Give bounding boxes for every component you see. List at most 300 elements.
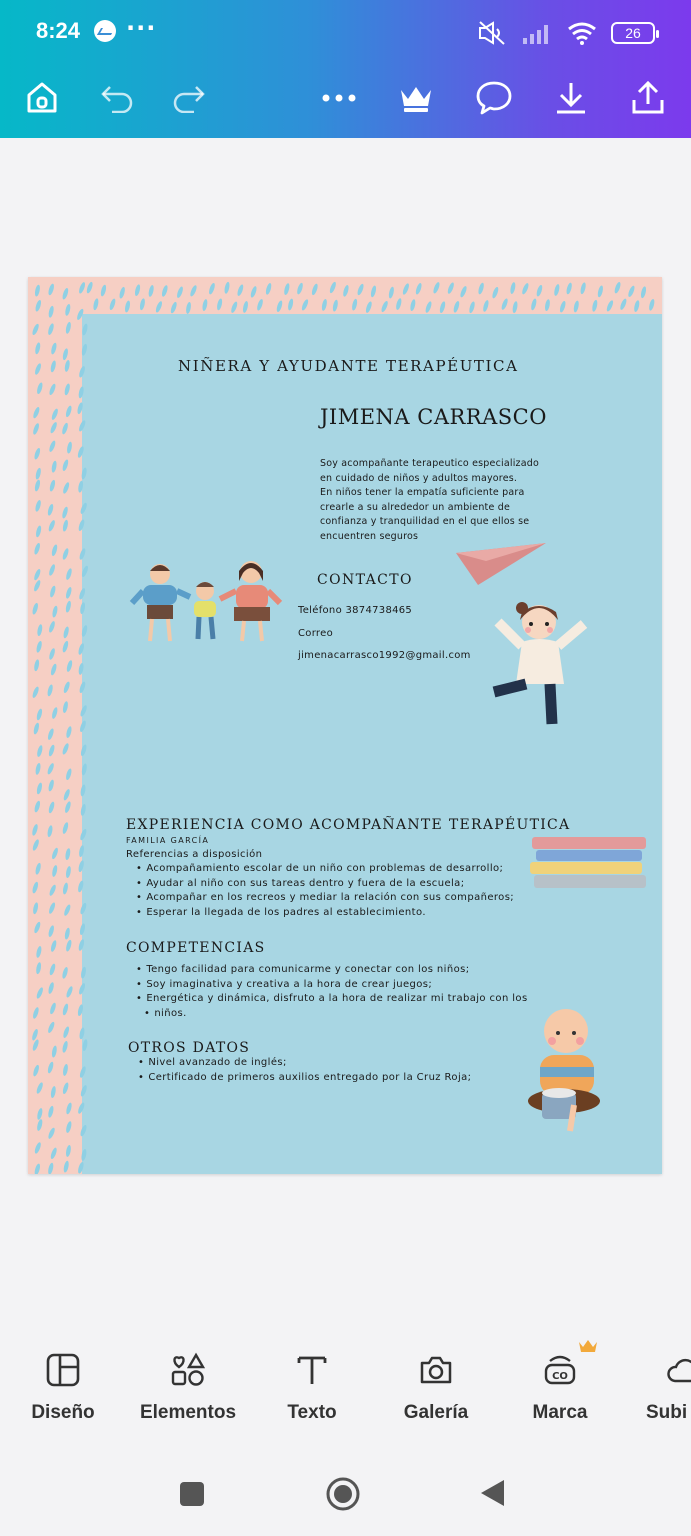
pattern-dash — [459, 285, 468, 298]
tab-label: Texto — [287, 1402, 337, 1423]
pattern-dash — [148, 285, 155, 298]
pattern-dash — [48, 884, 57, 897]
circle-icon — [325, 1476, 361, 1512]
pattern-dash — [32, 1039, 40, 1052]
pattern-dash — [35, 525, 42, 538]
pattern-dash — [47, 503, 55, 516]
pattern-dash — [48, 779, 55, 792]
pattern-dash — [189, 284, 198, 297]
pattern-dash — [176, 286, 184, 299]
triangle-back-icon — [478, 1478, 506, 1508]
pattern-dash — [31, 1028, 39, 1041]
pattern-dash — [482, 300, 489, 313]
pattern-dash — [36, 708, 43, 721]
home-icon[interactable] — [20, 76, 64, 120]
pattern-dash — [32, 839, 41, 852]
pattern-dash — [185, 302, 191, 315]
more-notifications-icon: ··· — [126, 14, 157, 42]
pattern-dash — [78, 365, 86, 378]
recents-button[interactable] — [178, 1480, 206, 1512]
pattern-dash — [633, 300, 640, 313]
pattern-dash — [51, 707, 58, 720]
pattern-dash — [80, 744, 88, 757]
pattern-dash — [65, 939, 72, 952]
messenger-icon — [94, 20, 116, 42]
pattern-dash — [48, 902, 56, 915]
pattern-dash — [36, 1119, 43, 1132]
bio-line: crearle a su alrededor un ambiente de — [320, 501, 511, 513]
pattern-dash — [573, 300, 580, 313]
pattern-dash — [453, 300, 461, 313]
pattern-dash — [250, 286, 258, 299]
resume-name[interactable]: JIMENA CARRASCO — [320, 405, 547, 429]
bottom-tab-bar — [0, 1330, 691, 1450]
pattern-dash — [61, 966, 69, 979]
pattern-dash — [34, 299, 42, 312]
pattern-dash — [35, 962, 41, 975]
pattern-dash — [65, 768, 73, 781]
pattern-dash — [65, 866, 71, 879]
home-button[interactable] — [325, 1476, 361, 1516]
pattern-dash — [648, 298, 655, 311]
pattern-dash — [80, 1084, 88, 1097]
pattern-dash — [439, 301, 447, 314]
pattern-dash — [48, 305, 55, 318]
pattern-dash — [530, 298, 537, 311]
pattern-dash — [536, 284, 544, 297]
pattern-dash — [81, 343, 88, 356]
pattern-dash — [79, 720, 87, 733]
pattern-dash — [79, 705, 88, 718]
system-nav-bar — [0, 1450, 691, 1536]
pattern-dash — [32, 902, 39, 915]
pattern-dash — [63, 1160, 70, 1173]
pattern-dash — [65, 1145, 72, 1158]
pattern-dash — [500, 298, 509, 311]
pattern-dash — [118, 286, 125, 299]
upload-cloud-icon — [664, 1350, 691, 1390]
tab-label: Subi — [646, 1402, 688, 1423]
contact-heading[interactable]: CONTACTO — [317, 572, 413, 588]
bio-line: Soy acompañante terapeutico especializado — [320, 458, 539, 469]
pattern-dash — [78, 663, 85, 676]
pattern-dash — [62, 1064, 68, 1077]
pattern-dash — [100, 284, 107, 297]
list-item: • Nivel avanzado de inglés; — [138, 1056, 471, 1071]
pattern-dash — [32, 406, 41, 419]
pattern-dash — [329, 281, 338, 294]
pattern-dash — [78, 386, 85, 399]
pattern-dash — [65, 321, 72, 334]
pattern-dash — [35, 467, 42, 480]
pattern-dash — [50, 1086, 56, 1099]
pattern-dash — [47, 982, 54, 995]
pattern-dash — [49, 963, 57, 976]
pattern-dash — [79, 1124, 87, 1137]
pattern-dash — [447, 282, 456, 295]
bio-line: en cuidado de niños y adultos mayores. — [320, 472, 518, 484]
pattern-dash — [62, 482, 70, 495]
girl-illustration[interactable] — [484, 602, 594, 732]
pattern-dash — [81, 565, 90, 578]
pattern-dash — [36, 782, 43, 795]
pattern-dash — [276, 300, 284, 313]
pattern-dash — [78, 681, 86, 694]
pattern-dash — [34, 342, 41, 355]
pattern-dash — [79, 502, 88, 515]
pattern-dash — [32, 1007, 40, 1020]
camera-icon — [416, 1350, 456, 1390]
tab-subir[interactable] — [646, 1350, 691, 1424]
baby-illustration[interactable] — [526, 1007, 608, 1137]
pattern-dash — [51, 847, 59, 860]
editor-toolbar — [0, 66, 691, 138]
kids-illustration[interactable] — [128, 559, 286, 651]
experience-heading[interactable]: EXPERIENCIA COMO ACOMPAÑANTE TERAPÉUTICA — [126, 817, 571, 833]
pattern-dash — [64, 801, 72, 814]
pattern-dash — [265, 282, 273, 295]
pattern-dash — [66, 441, 72, 454]
contact-email-label[interactable]: Correo — [298, 628, 333, 639]
books-illustration[interactable] — [528, 833, 650, 893]
pattern-dash — [62, 548, 70, 561]
pattern-dash — [78, 420, 87, 433]
pattern-dash — [48, 440, 56, 453]
pattern-dash — [619, 298, 628, 311]
status-time: 8:24 — [36, 18, 81, 43]
pattern-dash — [77, 1004, 84, 1017]
pattern-dash — [31, 823, 39, 836]
top-app-bar — [0, 0, 691, 138]
more-icon[interactable] — [317, 76, 361, 120]
pattern-dash — [50, 342, 57, 355]
pattern-dash — [49, 585, 56, 598]
pattern-dash — [35, 946, 42, 959]
pattern-dash — [139, 298, 146, 311]
pattern-dash — [51, 460, 58, 473]
pattern-dash — [311, 283, 319, 296]
pattern-dash — [521, 282, 530, 295]
pattern-dash — [287, 298, 294, 311]
otros-list[interactable] — [138, 1056, 471, 1085]
elements-icon — [168, 1350, 208, 1390]
pattern-dash — [80, 784, 87, 797]
pattern-dash — [34, 499, 41, 512]
pattern-dash — [47, 1127, 56, 1140]
list-item: • niños. — [144, 1007, 528, 1022]
pattern-dash — [155, 300, 164, 313]
pattern-dash — [36, 745, 43, 758]
pattern-dash — [37, 624, 44, 637]
pattern-dash — [36, 382, 44, 395]
pattern-dash — [82, 1039, 88, 1052]
pattern-dash — [33, 447, 41, 460]
pattern-dash — [321, 299, 328, 312]
pattern-dash — [35, 987, 44, 1000]
pattern-dash — [63, 904, 72, 917]
pattern-dash — [415, 282, 423, 295]
comment-icon[interactable] — [472, 76, 516, 120]
pattern-dash — [78, 587, 86, 600]
bio-line: encuentren seguros — [320, 530, 419, 542]
pattern-dash — [33, 800, 41, 813]
tab-label: Diseño — [31, 1402, 95, 1423]
contact-email[interactable]: jimenacarrasco1992@gmail.com — [298, 650, 471, 661]
pattern-dash — [61, 506, 69, 519]
pattern-dash — [34, 363, 42, 376]
resume-job-title[interactable]: NIÑERA Y AYUDANTE TERAPÉUTICA — [178, 357, 519, 375]
crown-icon — [578, 1338, 598, 1354]
pattern-dash — [380, 300, 389, 313]
pattern-dash — [78, 939, 86, 952]
pattern-dash — [477, 282, 485, 295]
pattern-dash — [62, 640, 70, 653]
pattern-dash — [468, 301, 476, 314]
pattern-dash — [80, 966, 87, 979]
pattern-dash — [81, 625, 88, 638]
pattern-dash — [509, 282, 516, 295]
pattern-dash — [35, 862, 42, 875]
design-canvas[interactable] — [28, 277, 662, 1174]
pattern-dash — [230, 301, 238, 314]
pattern-dash — [48, 925, 56, 938]
pattern-dash — [47, 283, 55, 296]
pattern-dash — [78, 548, 86, 561]
pattern-dash — [62, 1003, 69, 1016]
pattern-dash — [161, 285, 169, 298]
pattern-dash — [66, 660, 73, 673]
pattern-dash — [65, 568, 73, 581]
pattern-dash — [79, 1066, 87, 1079]
pattern-dash — [33, 579, 42, 592]
pattern-dash — [33, 542, 41, 555]
tab-texto[interactable] — [280, 1350, 344, 1424]
pattern-dash — [47, 728, 55, 741]
pattern-dash — [365, 301, 373, 314]
pattern-dash — [31, 323, 40, 336]
list-item: • Ayudar al niño con sus tareas dentro y fuera de la escuela; — [136, 877, 514, 892]
pattern-dash — [332, 299, 339, 312]
pattern-dash — [370, 285, 377, 298]
pattern-dash — [32, 423, 40, 436]
pattern-dash — [62, 701, 69, 714]
pattern-dash — [402, 283, 411, 296]
pattern-dash — [356, 283, 364, 296]
pattern-dash — [62, 348, 69, 361]
pattern-dash — [81, 467, 88, 480]
pattern-dash — [64, 383, 71, 396]
experience-list[interactable] — [136, 862, 514, 920]
pattern-dash — [301, 299, 310, 312]
paper-plane-illustration[interactable] — [456, 541, 548, 587]
pattern-dash — [62, 459, 70, 472]
pattern-dash — [35, 640, 42, 653]
pattern-dash — [242, 301, 249, 314]
pattern-dash — [65, 1102, 72, 1115]
pattern-dash — [170, 301, 178, 314]
status-icons — [477, 18, 655, 48]
pattern-dash — [134, 284, 141, 297]
pattern-dash — [79, 828, 88, 841]
text-icon — [292, 1350, 332, 1390]
pattern-dash — [65, 726, 72, 739]
pattern-dash — [395, 298, 402, 311]
competencias-heading[interactable]: COMPETENCIAS — [126, 940, 266, 956]
pattern-dash — [76, 308, 85, 321]
contact-phone[interactable]: Teléfono 3874738465 — [298, 605, 413, 616]
pattern-dash — [613, 281, 621, 294]
pattern-dash — [31, 881, 39, 894]
tab-elementos[interactable] — [136, 1350, 240, 1424]
undo-icon[interactable] — [96, 76, 140, 120]
back-button[interactable] — [478, 1478, 506, 1512]
pattern-dash — [50, 940, 58, 953]
pattern-dash — [351, 298, 358, 311]
pattern-dash — [62, 788, 70, 801]
pattern-dash — [33, 659, 40, 672]
pattern-dash — [65, 986, 74, 999]
pattern-dash — [79, 1027, 86, 1040]
square-icon — [178, 1480, 206, 1508]
pattern-dash — [62, 519, 69, 532]
pattern-dash — [31, 602, 39, 615]
pattern-dash — [34, 1163, 41, 1174]
pattern-dash — [61, 422, 69, 435]
tab-galeria[interactable] — [398, 1350, 474, 1424]
pattern-dash — [124, 300, 131, 313]
redo-icon[interactable] — [166, 76, 210, 120]
pattern-dash — [62, 822, 70, 835]
pattern-dash — [512, 301, 518, 314]
pattern-dash — [50, 663, 58, 676]
pattern-dash — [34, 284, 41, 297]
experience-family[interactable]: FAMILIA GARCÍA — [126, 836, 210, 845]
pattern-dash — [51, 865, 58, 878]
pattern-dash — [32, 1064, 40, 1077]
pattern-dash — [77, 480, 83, 493]
pattern-dash — [553, 284, 560, 297]
experience-references[interactable]: Referencias a disposición — [126, 849, 263, 860]
pattern-dash — [109, 298, 117, 311]
pattern-dash — [86, 281, 94, 294]
pattern-dash — [409, 299, 416, 312]
pattern-dash — [48, 744, 56, 757]
pattern-dash — [627, 285, 636, 298]
list-item: • Tengo facilidad para comunicarme y conectar con los niños; — [136, 963, 528, 978]
pattern-dash — [424, 301, 432, 314]
pattern-dash — [50, 1147, 58, 1160]
list-item: • Certificado de primeros auxilios entregado por la Cruz Roja; — [138, 1071, 471, 1086]
pattern-dash — [77, 643, 85, 656]
pattern-dash — [51, 1045, 57, 1058]
download-icon[interactable] — [549, 76, 593, 120]
pattern-dash — [33, 722, 40, 735]
list-item: • Soy imaginativa y creativa a la hora de crear juegos; — [136, 978, 528, 993]
pattern-dash — [31, 686, 40, 699]
pattern-dash — [33, 568, 42, 581]
pattern-dash — [591, 299, 598, 312]
pattern-dash — [63, 681, 71, 694]
layout-icon — [43, 1350, 83, 1390]
pattern-dash — [47, 1162, 54, 1174]
pattern-dash — [432, 281, 441, 294]
list-item: • Energética y dinámica, disfruto a la hora de realizar mi trabajo con los — [136, 992, 528, 1007]
pattern-dash — [92, 298, 99, 311]
resume-bio[interactable] — [320, 457, 570, 544]
pattern-dash — [48, 801, 56, 814]
pattern-dash — [81, 1149, 88, 1162]
pattern-dash — [62, 882, 69, 895]
pattern-dash — [47, 519, 56, 532]
list-item: • Acompañamiento escolar de un niño con problemas de desarrollo; — [136, 862, 514, 877]
pattern-dash — [606, 300, 615, 313]
crown-icon[interactable] — [394, 76, 438, 120]
pattern-dash — [49, 479, 56, 492]
pattern-dash — [65, 848, 71, 861]
pattern-dash — [33, 921, 41, 934]
pattern-dash — [78, 860, 85, 873]
pattern-dash — [80, 804, 87, 817]
pattern-dash — [81, 763, 88, 776]
competencias-list[interactable] — [136, 963, 528, 1021]
pattern-dash — [52, 605, 59, 618]
pattern-dash — [62, 1082, 70, 1095]
pattern-dash — [48, 383, 57, 396]
pattern-dash — [77, 1161, 85, 1174]
pattern-dash — [559, 300, 567, 313]
pattern-dash — [48, 564, 56, 577]
pattern-dash — [64, 360, 71, 373]
pattern-dash — [34, 1142, 42, 1155]
pattern-dash — [49, 1002, 57, 1015]
pattern-dash — [77, 880, 84, 893]
share-icon[interactable] — [626, 76, 670, 120]
tab-diseno[interactable] — [26, 1350, 100, 1424]
tab-label: Elementos — [139, 1402, 237, 1423]
pattern-dash — [62, 1026, 70, 1039]
pattern-dash — [202, 299, 209, 312]
pattern-dash — [283, 283, 290, 296]
pattern-dash — [597, 285, 604, 298]
pattern-dash — [61, 287, 69, 300]
pattern-dash — [51, 408, 60, 421]
pattern-dash — [35, 1082, 44, 1095]
pattern-dash — [79, 923, 86, 936]
wifi-icon — [567, 21, 597, 45]
pattern-dash — [78, 281, 86, 294]
pattern-dash — [491, 286, 499, 299]
pattern-dash — [61, 743, 70, 756]
pattern-dash — [47, 1021, 56, 1034]
otros-heading[interactable]: OTROS DATOS — [128, 1040, 251, 1056]
bio-line: confianza y tranquilidad en el que ellos se — [320, 516, 530, 527]
list-item: • Esperar la llegada de los padres al establecimiento. — [136, 906, 514, 921]
pattern-dash — [47, 1061, 55, 1074]
pattern-dash — [78, 845, 85, 858]
pattern-dash — [50, 360, 57, 373]
pattern-dash — [565, 282, 572, 295]
pattern-dash — [47, 1105, 54, 1118]
pattern-dash — [64, 304, 71, 317]
bio-line: En niños tener la empatía suficiente para — [320, 487, 525, 498]
pattern-dash — [224, 281, 231, 294]
pattern-dash — [48, 648, 56, 661]
pattern-dash — [49, 421, 58, 434]
tab-marca[interactable] — [522, 1350, 598, 1424]
pattern-dash — [78, 982, 86, 995]
pattern-dash — [63, 626, 70, 639]
pattern-dash — [256, 298, 264, 311]
